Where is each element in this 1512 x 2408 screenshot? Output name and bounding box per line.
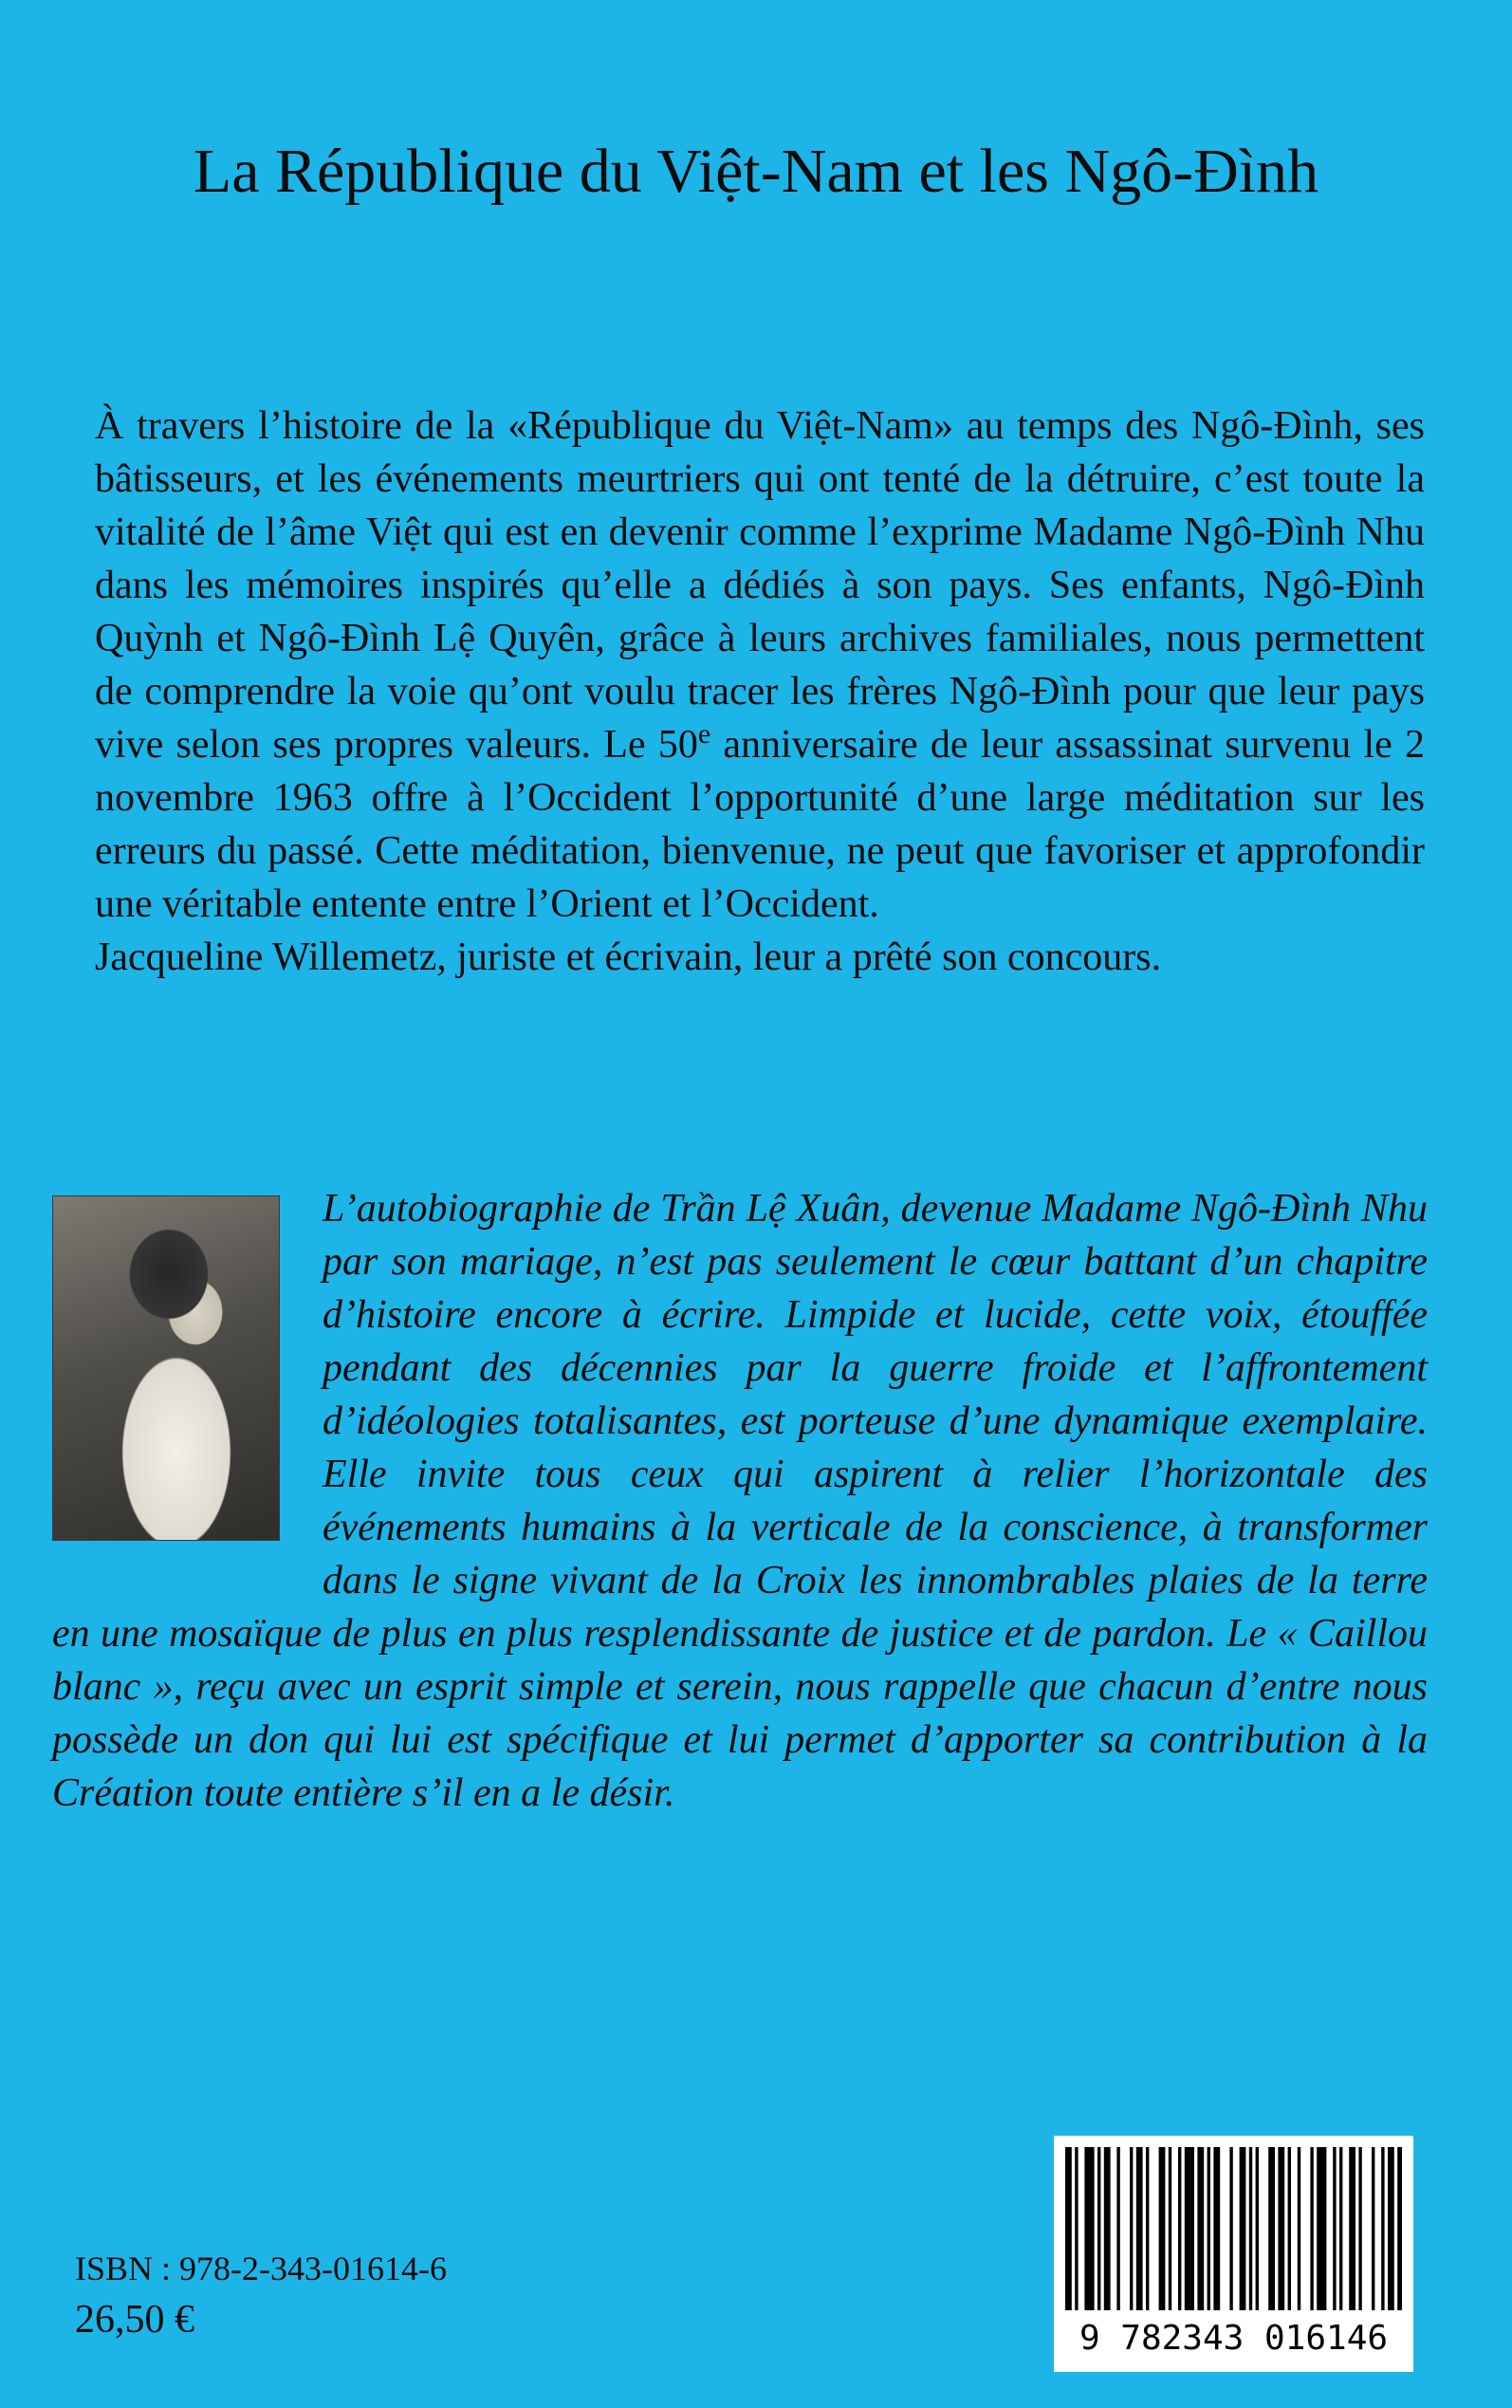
contributor-credit: Jacqueline Willemetz, juriste et écrivain, leur a prêté son concours.: [95, 935, 1162, 979]
barcode-bar: [1256, 2147, 1259, 2310]
barcode-bar: [1159, 2147, 1166, 2310]
barcode-bar: [1136, 2147, 1143, 2310]
barcode-bar: [1317, 2147, 1326, 2310]
barcode-bar: [1397, 2147, 1402, 2310]
barcode-bars: [1054, 2136, 1413, 2325]
price: 26,50 €: [75, 2298, 194, 2342]
barcode-bar: [1358, 2147, 1361, 2310]
barcode-bar: [1298, 2147, 1300, 2310]
barcode-bar: [1310, 2147, 1313, 2310]
barcode-bar: [1104, 2147, 1111, 2310]
barcode-bar: [1169, 2147, 1171, 2310]
ordinal-superscript: e: [697, 718, 711, 750]
barcode-bar: [1349, 2147, 1355, 2310]
barcode-bar: [1333, 2147, 1336, 2310]
barcode-bar: [1268, 2147, 1275, 2310]
barcode-bar: [1388, 2147, 1394, 2310]
barcode-bar: [1278, 2147, 1284, 2310]
autobiography-paragraph: [52, 1182, 1428, 1820]
barcode-bar: [1084, 2147, 1094, 2310]
barcode-bar: [1130, 2147, 1133, 2310]
barcode-digits: 9 782343 016146: [1079, 2319, 1389, 2358]
summary-paragraph: [95, 399, 1425, 984]
barcode-bar: [1208, 2147, 1210, 2310]
summary-text: [95, 399, 1425, 931]
barcode-bar: [1197, 2147, 1204, 2310]
barcode-bar: [1249, 2147, 1252, 2310]
barcode-bar: [1288, 2147, 1291, 2310]
barcode-bar: [1229, 2147, 1232, 2310]
barcode-bar: [1381, 2147, 1384, 2310]
barcode-bar: [1065, 2147, 1072, 2310]
book-title: La République du Việt-Nam et les Ngô-Đình: [193, 137, 1319, 206]
isbn-barcode: [1054, 2136, 1413, 2372]
barcode-bar: [1075, 2147, 1078, 2310]
barcode-bar: [1213, 2147, 1220, 2310]
barcode-bar: [1372, 2147, 1374, 2310]
barcode-bar: [1339, 2147, 1342, 2310]
barcode-bar: [1146, 2147, 1149, 2310]
barcode-bar: [1097, 2147, 1100, 2310]
barcode-bar: [1116, 2147, 1119, 2310]
portrait-spacer: [52, 1182, 323, 1558]
barcode-bar: [1185, 2147, 1194, 2310]
autobiography-text: L’autobiographie de Trần Lệ Xuân, devenue Madame Ngô-Đình Nhu par son mariage, n’est pas seulement le cœur battant d’un chapitre d’histoire encore à écrire. Limpide et lucide, cette voix, étouffée pendant des décennies par la guerre froide et l’affrontement d’idéologies totalisantes, est porteuse d’une dynamique exemplaire. Elle invite tous ceux qui aspirent à relier l’horizontale des événements humains à la verticale de la conscience, à transformer dans le signe vivant de la Croix les innombrables plaies de la terre en une mosaïque de plus en plus resplendissante de justice et de pardon. Le « Caillou blanc », reçu avec un esprit simple et serein, nous rappelle que chacun d’entre nous possède un don qui lui est spécifique et lui permet d’apporter sa contribution à la Création toute entière s’il en a le désir.: [52, 1187, 1428, 1815]
summary-text-part-2: anniversaire de leur assassinat survenu le 2 novembre 1963 offre à l’Occident l’opportunité d’une large méditation sur les erreurs du passé. Cette méditation, bienvenue, ne peut que favoriser et approfondir une véritable entente entre l’Orient et l’Occident.: [95, 723, 1425, 926]
summary-text-part-1: À travers l’histoire de la «République du Việt-Nam» au temps des Ngô-Đình, ses bâtisseurs, et les événements meurtriers qui ont tenté de la détruire, c’est toute la vitalité de l’âme Việt qui est en devenir comme l’exprime Madame Ngô-Đình Nhu dans les mémoires inspirés qu’elle a dédiés à son pays. Ses enfants, Ngô-Đình Quỳnh et Ngô-Đình Lệ Quyên, grâce à leurs archives familiales, nous permettent de comprendre la voie qu’ont voulu tracer les frères Ngô-Đình pour que leur pays vive selon ses propres valeurs. Le 50: [95, 404, 1425, 767]
barcode-bar: [1178, 2147, 1181, 2310]
barcode-bar: [1240, 2147, 1246, 2310]
isbn-number: ISBN : 978-2-343-01614-6: [75, 2250, 447, 2288]
